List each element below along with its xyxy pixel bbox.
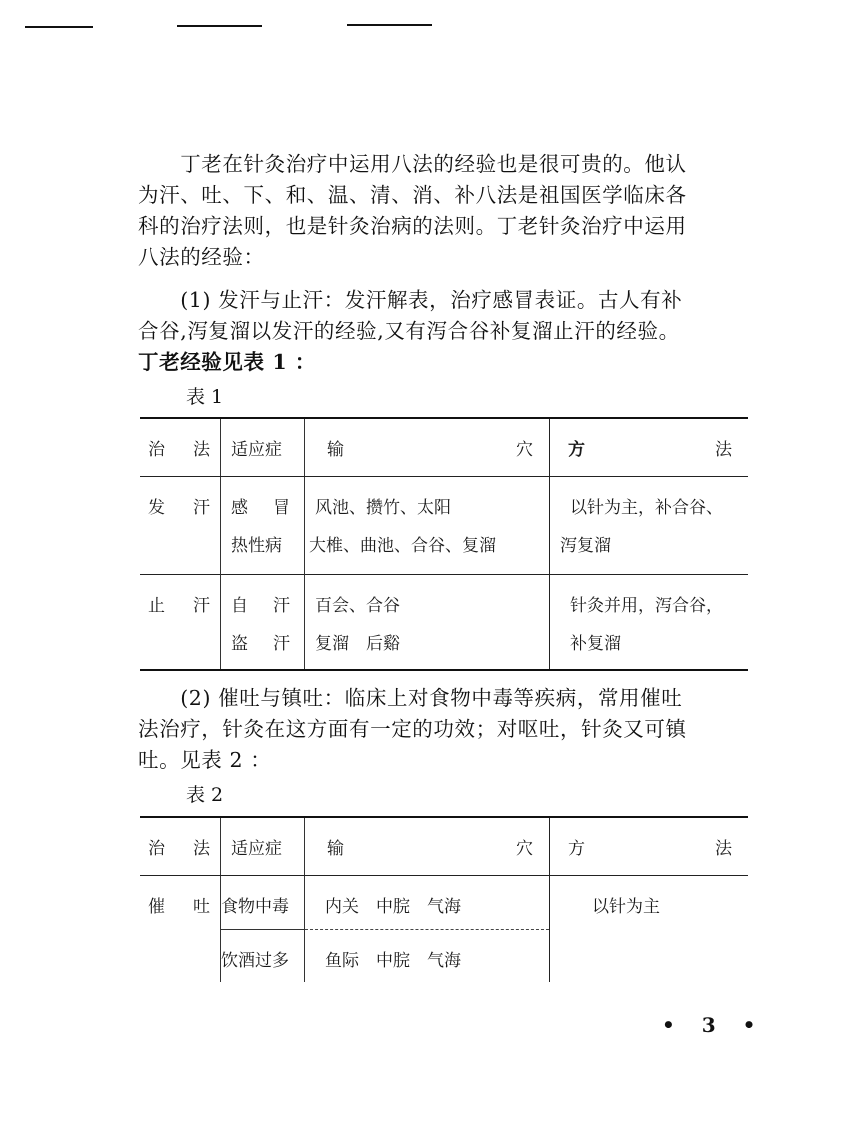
indication-text: 热性病 [231, 536, 282, 556]
cell-points [305, 930, 550, 982]
paragraph-line: 为汗、吐、下、和、温、清、消、补八法是祖国医学临床各 [138, 183, 687, 207]
header-points [305, 418, 550, 477]
header-text: 适应症 [231, 440, 282, 460]
paragraph-line: (1) 发汗与止汗：发汗解表，治疗感冒表证。古人有补 [138, 288, 683, 312]
header-rule-3 [347, 24, 432, 26]
method-char: 吐 [193, 897, 210, 917]
paragraph-line: 八法的经验： [138, 245, 265, 269]
method-char: 催 [148, 897, 165, 917]
indication-char: 盗 [231, 634, 248, 654]
table-1-sweating [140, 417, 748, 671]
technique-line: 以针为主 [592, 897, 660, 917]
header-technique [550, 817, 749, 876]
header-char: 治 [148, 839, 165, 859]
paragraph-line: 丁老在针灸治疗中运用八法的经验也是很可贵的。他认 [138, 152, 687, 176]
points-line: 鱼际 中脘 气海 [325, 951, 461, 971]
table-header-row [140, 817, 748, 876]
table-header-row [140, 418, 748, 477]
method-char: 汗 [193, 596, 210, 616]
points-line: 复溜 后谿 [315, 634, 400, 654]
paragraph-line: 合谷,泻复溜以发汗的经验,又有泻合谷补复溜止汗的经验。 [138, 319, 680, 343]
cell-method [140, 876, 221, 930]
method-char: 发 [148, 498, 165, 518]
indication-text: 饮酒过多 [221, 951, 289, 971]
paragraph-sweating-methods [138, 285, 750, 378]
header-char: 法 [715, 440, 732, 460]
method-char: 止 [148, 596, 165, 616]
paragraph-line: 科的治疗法则，也是针灸治病的法则。丁老针灸治疗中运用 [138, 214, 687, 238]
paragraph-line: 丁老经验见表 1 ： [138, 350, 317, 374]
cell-technique [550, 575, 749, 671]
cell-indication [221, 477, 305, 575]
cell-method [140, 575, 221, 671]
indication-char: 汗 [273, 596, 290, 616]
cell-method-empty [140, 930, 221, 982]
points-line: 风池、攒竹、太阳 [315, 498, 451, 518]
technique-line: 以针为主，补合谷、 [570, 498, 723, 518]
header-rule-2 [177, 25, 262, 27]
indication-char: 冒 [273, 498, 290, 518]
table-2-caption: 表 2 [186, 784, 224, 806]
header-indication [221, 817, 305, 876]
header-char: 治 [148, 440, 165, 460]
header-char: 方 [568, 440, 585, 460]
paragraph-line: 法治疗，针灸在这方面有一定的功效；对呕吐，针灸又可镇 [138, 717, 687, 741]
header-text: 适应症 [231, 839, 282, 859]
cell-points [305, 477, 550, 575]
header-char: 方 [568, 839, 585, 859]
header-indication [221, 418, 305, 477]
header-char: 输 [327, 440, 344, 460]
header-char: 法 [193, 440, 210, 460]
paragraph-eight-methods-intro [138, 149, 750, 273]
header-char: 穴 [516, 440, 533, 460]
header-rule-1 [25, 26, 93, 28]
cell-points [305, 876, 550, 930]
method-char: 汗 [193, 498, 210, 518]
table-2-vomiting [140, 816, 748, 982]
cell-method [140, 477, 221, 575]
cell-indication [221, 575, 305, 671]
cell-indication [221, 876, 305, 930]
points-line: 大椎、曲池、合谷、复溜 [309, 536, 496, 556]
header-char: 输 [327, 839, 344, 859]
header-technique [550, 418, 749, 477]
technique-line: 泻复溜 [560, 536, 611, 556]
cell-indication [221, 930, 305, 982]
page-number: • 3 • [662, 1013, 766, 1037]
points-line: 内关 中脘 气海 [325, 897, 461, 917]
header-points [305, 817, 550, 876]
cell-technique [550, 477, 749, 575]
indication-text: 食物中毒 [221, 897, 289, 917]
cell-technique [550, 876, 749, 982]
header-method [140, 418, 221, 477]
header-method [140, 817, 221, 876]
paragraph-line: (2) 催吐与镇吐：临床上对食物中毒等疾病，常用催吐 [138, 686, 683, 710]
header-char: 穴 [516, 839, 533, 859]
indication-char: 自 [231, 596, 248, 616]
indication-char: 感 [231, 498, 248, 518]
table-row [140, 477, 748, 575]
technique-line: 补复溜 [570, 634, 621, 654]
indication-char: 汗 [273, 634, 290, 654]
header-char: 法 [715, 839, 732, 859]
technique-line: 针灸并用，泻合谷， [570, 596, 723, 616]
paragraph-vomiting-methods [138, 683, 750, 776]
cell-points [305, 575, 550, 671]
table-row [140, 575, 748, 671]
points-line: 百会、合谷 [315, 596, 400, 616]
table-1-caption: 表 1 [186, 386, 224, 408]
table-row [140, 876, 748, 930]
header-char: 法 [193, 839, 210, 859]
paragraph-line: 吐。见表 2 ： [138, 748, 272, 772]
